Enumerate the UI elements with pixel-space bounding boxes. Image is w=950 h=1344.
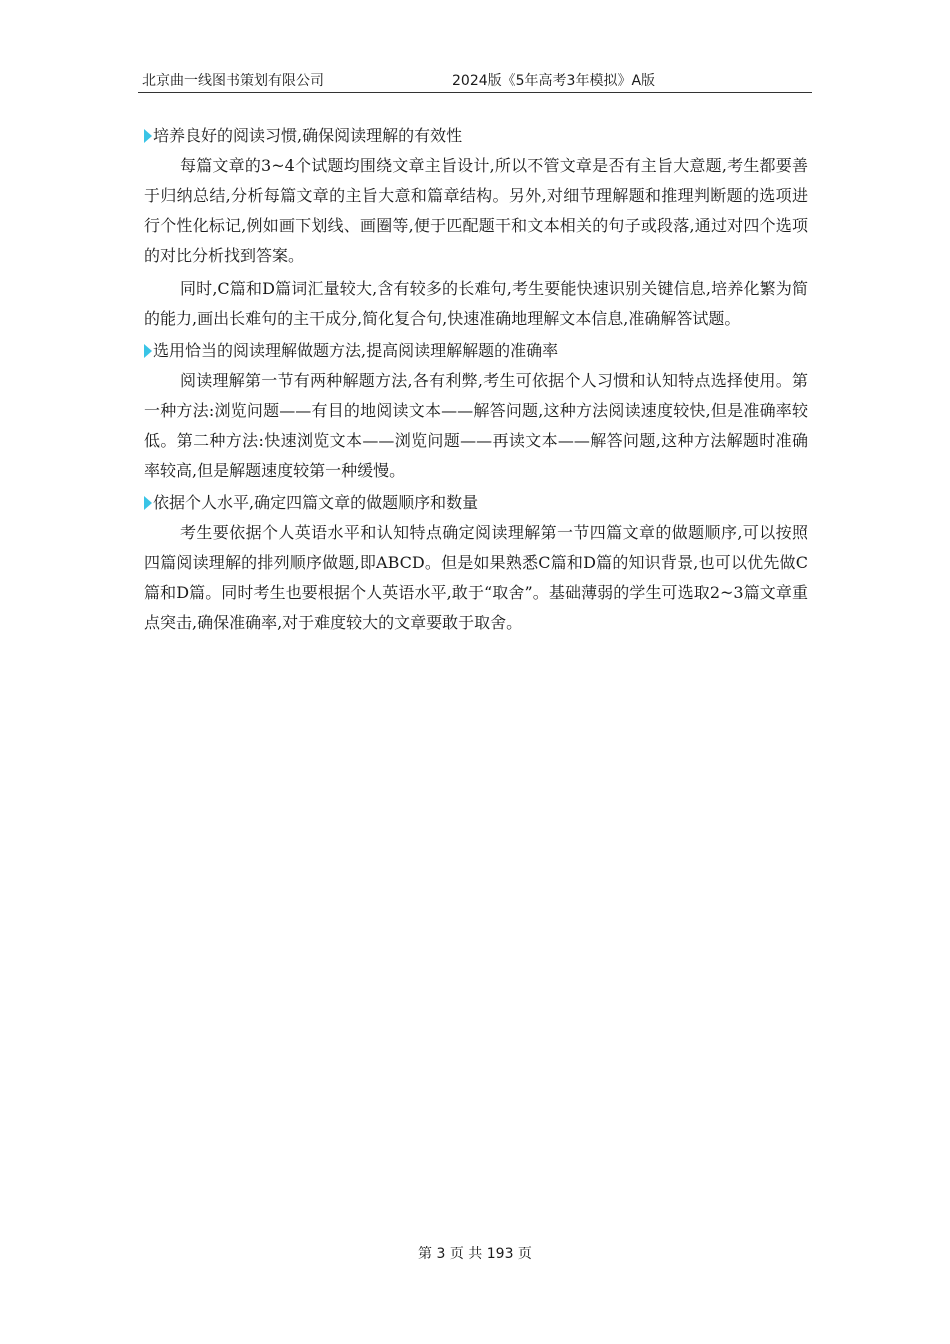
triangle-marker-icon [144,496,152,510]
paragraph: 阅读理解第一节有两种解题方法,各有利弊,考生可依据个人习惯和认知特点选择使用。第一种方法:浏览问题——有目的地阅读文本——解答问题,这种方法阅读速度较快,但是准确率较低。第二种方法:快速浏览文本——浏览问题——再读文本——解答问题,这种方法解题时准确率较高,但是解题速度较第一种缓慢。 [144,371,808,480]
section [144,122,808,334]
page-header [138,70,812,93]
section [144,337,808,486]
publisher-name: 北京曲一线图书策划有限公司 [142,73,324,89]
paragraph: 同时,C篇和D篇词汇量较大,含有较多的长难句,考生要能快速识别关键信息,培养化繁为简的能力,画出长难句的主干成分,简化复合句,快速准确地理解文本信息,准确解答试题。 [144,279,808,328]
section-heading-text: 培养良好的阅读习惯,确保阅读理解的有效性 [153,126,463,145]
triangle-marker-icon [144,129,152,143]
document-body [144,122,808,641]
section-heading-text: 依据个人水平,确定四篇文章的做题顺序和数量 [153,493,479,512]
book-title: 2024版《5年高考3年模拟》A版 [452,73,656,89]
triangle-marker-icon [144,344,152,358]
section-heading [144,489,808,517]
section-heading-text: 选用恰当的阅读理解做题方法,提高阅读理解解题的准确率 [153,341,559,360]
section [144,489,808,638]
section-heading [144,337,808,365]
page-number: 第 3 页 共 193 页 [418,1246,532,1262]
paragraph: 每篇文章的3~4个试题均围绕文章主旨设计,所以不管文章是否有主旨大意题,考生都要善于归纳总结,分析每篇文章的主旨大意和篇章结构。另外,对细节理解题和推理判断题的选项进行个性化标记,例如画下划线、画圈等,便于匹配题干和文本相关的句子或段落,通过对四个选项的对比分析找到答案。 [144,156,808,265]
paragraph: 考生要依据个人英语水平和认知特点确定阅读理解第一节四篇文章的做题顺序,可以按照四篇阅读理解的排列顺序做题,即ABCD。但是如果熟悉C篇和D篇的知识背景,也可以优先做C篇和D篇。同时考生也要根据个人英语水平,敢于“取舍”。基础薄弱的学生可选取2~3篇文章重点突击,确保准确率,对于难度较大的文章要敢于取舍。 [144,523,808,632]
section-heading [144,122,808,150]
